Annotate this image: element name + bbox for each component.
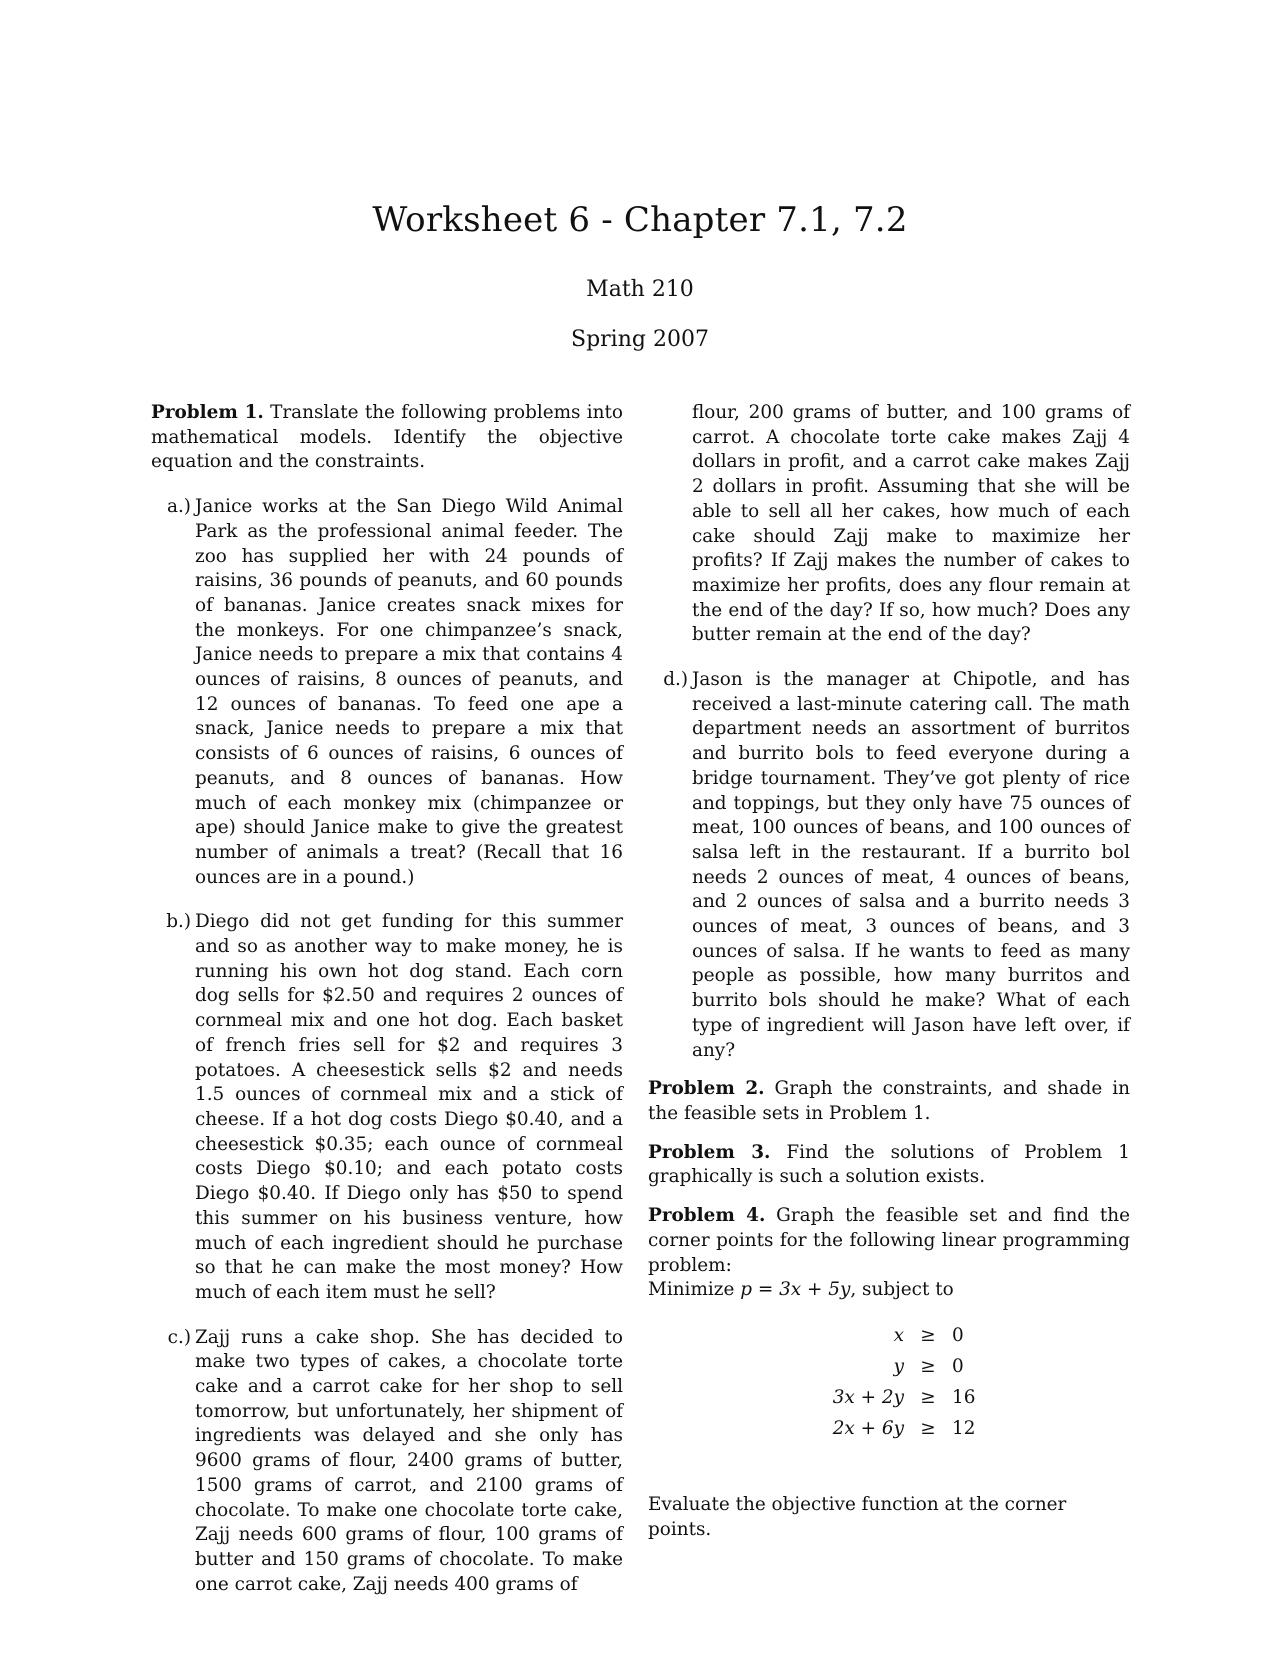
item-label-spacer (648, 401, 692, 648)
constraint-lhs: 3x + 2y (832, 1387, 904, 1409)
constraint-rhs: 0 (952, 1356, 964, 1378)
problem-2 (648, 1077, 1130, 1126)
objective-prefix: Minimize (648, 1279, 735, 1301)
problem-1-intro (151, 401, 623, 475)
constraint-relation: ≥ (920, 1325, 936, 1347)
problem-3 (648, 1141, 1130, 1190)
problem-1c-continued (648, 401, 1130, 648)
problem-4-closing: Evaluate the objective function at the corner points. (648, 1493, 1067, 1540)
problem-1d (648, 668, 1130, 1063)
problem-2-label: Problem 2. (648, 1078, 765, 1100)
problem-4 (648, 1204, 1130, 1278)
objective-equation: p = 3x + 5y (740, 1279, 851, 1301)
item-text: Jason is the manager at Chipotle, and has received a last-minute catering call. The math department needs an assortment of burritos and burrito bols to feed everyone during a bridge tournament. They’ve got plenty of rice and toppings, but they only have 75 ounces of meat, 100 ounces of beans, and 100 ounces of salsa left in the restaurant. If a burrito bol needs 2 ounces of meat, 4 ounces of beans, and 2 ounces of salsa and a burrito needs 3 ounces of meat, 3 ounces of beans, and 3 ounces of salsa. If he wants to feed as many people as possible, how many burritos and burrito bols should he make? What of each type of ingredient will Jason have left over, if any? (692, 669, 1130, 1061)
problem-4-objective (648, 1278, 1130, 1303)
problem-3-text: Find the solutions of Problem 1 graphically is such a solution exists. (648, 1141, 1130, 1188)
item-text: Janice works at the San Diego Wild Animal Park as the professional animal feeder. The zoo has supplied her with 24 pounds of raisins, 36 pounds of peanuts, and 60 pounds of bananas. Janice creates snack mixes for the monkeys. For one chimpanzee’s snack, Janice needs to prepare a mix that contains 4 ounces of raisins, 8 ounces of peanuts, and 12 ounces of bananas. To feed one ape a snack, Janice needs to prepare a mix that consists of 6 ounces of raisins, 6 ounces of peanuts, and 8 ounces of bananas. How much of each monkey mix (chimpanzee or ape) should Janice make to give the greatest number of animals a treat? (Recall that 16 ounces are in a pound.) (195, 496, 623, 888)
constraint-row (808, 1321, 998, 1352)
constraints-table (808, 1321, 998, 1445)
constraint-row (808, 1352, 998, 1383)
constraint-row (808, 1383, 998, 1414)
item-label: d.) (663, 669, 688, 691)
problem-1c (151, 1326, 623, 1598)
right-column (648, 401, 1130, 1542)
term: Spring 2007 (571, 327, 709, 352)
problem-1a (151, 495, 623, 890)
item-text: Zajj runs a cake shop. She has decided to make two types of cakes, a chocolate torte cake and a carrot cake for her shop to sell tomorrow, but unfortunately, her shipment of ingredients was delayed and she only has 9600 grams of flour, 2400 grams of butter, 1500 grams of carrot, and 2100 grams of chocolate. To make one chocolate torte cake, Zajj needs 600 grams of flour, 100 grams of butter and 150 grams of chocolate. To make one carrot cake, Zajj needs 400 grams of (195, 1326, 623, 1595)
problem-2-text: Graph the constraints, and shade in the feasible sets in Problem 1. (648, 1078, 1130, 1124)
item-label: c.) (167, 1326, 191, 1348)
constraint-rhs: 0 (952, 1325, 964, 1347)
objective-suffix: , subject to (850, 1279, 954, 1301)
constraint-rhs: 16 (952, 1387, 976, 1409)
problem-1b (151, 910, 623, 1305)
constraint-rhs: 12 (952, 1418, 976, 1440)
page-title: Worksheet 6 - Chapter 7.1, 7.2 (372, 200, 908, 240)
left-column (151, 401, 623, 1597)
constraint-lhs: y (893, 1356, 904, 1378)
item-label: b.) (166, 911, 191, 933)
problem-1-text: Translate the following problems into mathematical models. Identify the objective equation and the constraints. (151, 402, 623, 473)
constraint-row (808, 1414, 998, 1445)
constraint-lhs: 2x + 6y (832, 1418, 904, 1440)
problem-4-text: Graph the feasible set and find the corner points for the following linear programming problem: (648, 1205, 1130, 1276)
item-text: Diego did not get funding for this summer and so as another way to make money, he is running his own hot dog stand. Each corn dog sells for $2.50 and requires 2 ounces of cornmeal mix and one hot dog. Each basket of french fries sell for $2 and requires 3 potatoes. A cheesestick sells $2 and needs 1.5 ounces of cornmeal mix and a stick of cheese. If a hot dog costs Diego $0.40, and a cheesestick $0.35; each ounce of cornmeal costs Diego $0.10; and each potato costs Diego $0.40. If Diego only has $50 to spend this summer on his business venture, how much of each ingredient should he purchase so that he can make the most money? How much of each item must he sell? (195, 911, 623, 1303)
constraint-relation: ≥ (920, 1356, 936, 1378)
item-label: a.) (167, 496, 191, 518)
course-name: Math 210 (586, 277, 694, 302)
constraint-relation: ≥ (920, 1387, 936, 1409)
problem-3-label: Problem 3. (648, 1141, 771, 1163)
problem-4-label: Problem 4. (648, 1205, 766, 1227)
constraint-relation: ≥ (920, 1418, 936, 1440)
problem-1-label: Problem 1. (151, 402, 264, 423)
constraint-lhs: x (893, 1325, 904, 1347)
item-text: flour, 200 grams of butter, and 100 grams of carrot. A chocolate torte cake makes Zajj 4 dollars in profit, and a carrot cake makes Zajj 2 dollars in profit. Assuming that she will be able to sell all her cakes, how much of each cake should Zajj make to maximize her profits? If Zajj makes the number of cakes to maximize her profits, does any flour remain at the end of the day? If so, how much? Does any butter remain at the end of the day? (692, 402, 1130, 646)
